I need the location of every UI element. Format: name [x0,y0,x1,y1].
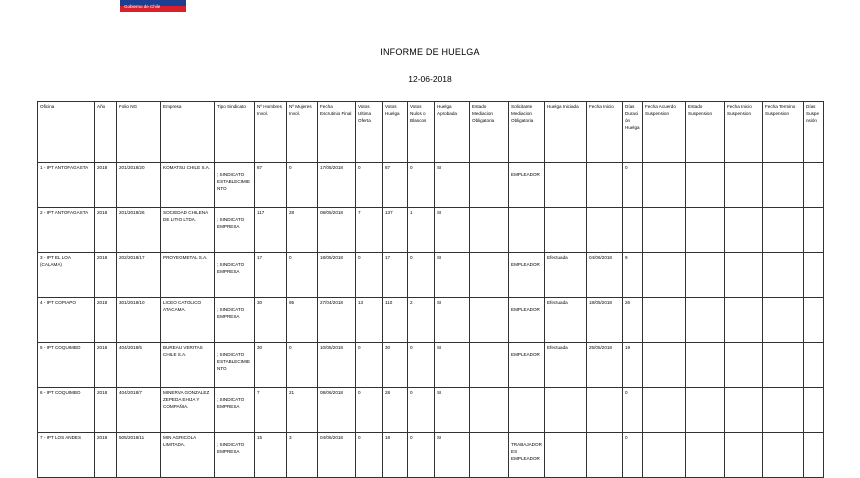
table-row [38,433,824,478]
cell-solicitante-mediacion [509,208,545,253]
cell-fecha-acuerdo-suspension [643,253,686,298]
header-oficina: Oficina [38,102,95,163]
header-huelga-aprobada: Huelga Aprobada [435,102,470,163]
cell-oficina: 3 - IPT EL LOA (CALAMA) [38,253,95,298]
cell-votos-huelga: 17 [383,253,408,298]
header-fecha-inicio-suspension: Fecha Inicio Suspension [725,102,763,163]
table-row [38,253,824,298]
cell-huelga-aprobada: SI [435,253,470,298]
cell-fecha-escrutinio: 08/05/2018 [318,208,356,253]
cell-fecha-termino-suspension [763,208,804,253]
cell-folio-ng: 201/2018/20 [117,163,161,208]
cell-mujeres: 3 [287,433,318,478]
cell-folio-ng: 404/2018/5 [117,343,161,388]
cell-votos-huelga: 18 [383,433,408,478]
cell-fecha-termino-suspension [763,298,804,343]
cell-fecha-termino-suspension [763,343,804,388]
cell-fecha-inicio: 18/05/2018 [587,298,623,343]
cell-folio-ng: 201/2018/26 [117,208,161,253]
cell-estado-suspension [686,343,725,388]
cell-dias-duracion: 26 [623,298,643,343]
header-estado-suspension: Estado Suspension [686,102,725,163]
cell-votos-huelga: 87 [383,163,408,208]
header-estado-mediacion: Estado Mediacion Obligatoria [470,102,509,163]
cell-huelga-iniciada [545,433,587,478]
strike-report-table [37,101,824,478]
cell-solicitante-mediacion [509,388,545,433]
cell-empresa: MIN AGRICOLA LIMITADA. [161,433,215,478]
cell-fecha-acuerdo-suspension [643,298,686,343]
cell-fecha-inicio-suspension [725,343,763,388]
cell-solicitante-mediacion: TRABAJADORES EMPLEADOR [509,433,545,478]
header-huelga-iniciada: Huelga Iniciada [545,102,587,163]
cell-empresa: KOMATSU CHILE S.A. [161,163,215,208]
cell-mujeres: 21 [287,388,318,433]
cell-huelga-iniciada: Efectuada [545,298,587,343]
cell-huelga-aprobada: SI [435,298,470,343]
cell-dias-suspension [804,253,824,298]
cell-fecha-inicio-suspension [725,298,763,343]
header-fecha-termino-suspension: Fecha Termino Suspension [763,102,804,163]
cell-votos-huelga: 137 [383,208,408,253]
cell-fecha-inicio [587,208,623,253]
cell-fecha-inicio: 04/06/2018 [587,253,623,298]
table-header-row [38,102,824,163]
cell-votos-ultima-oferta: 0 [356,433,383,478]
cell-dias-duracion [623,208,643,253]
cell-fecha-escrutinio: 27/04/2018 [318,298,356,343]
cell-tipo-sindicato: ; SINDICATO ESTABLECIMIENTO [215,163,255,208]
cell-votos-nulos: 0 [408,343,435,388]
table-row [38,163,824,208]
cell-hombres: 30 [255,343,287,388]
cell-estado-mediacion [470,208,509,253]
cell-votos-ultima-oferta: 7 [356,208,383,253]
report-date: 12-06-2018 [408,74,452,84]
cell-dias-suspension [804,163,824,208]
cell-fecha-inicio [587,433,623,478]
cell-votos-nulos: 0 [408,163,435,208]
cell-huelga-iniciada: Efectuada [545,253,587,298]
cell-anio: 2018 [95,298,117,343]
cell-votos-nulos: 0 [408,253,435,298]
cell-huelga-aprobada: SI [435,163,470,208]
cell-dias-duracion: 0 [623,433,643,478]
cell-anio: 2018 [95,208,117,253]
cell-votos-ultima-oferta: 0 [356,388,383,433]
cell-mujeres: 95 [287,298,318,343]
table-row [38,388,824,433]
header-hombres: Nº Hombres Invol. [255,102,287,163]
cell-folio-ng: 202/2018/17 [117,253,161,298]
cell-estado-mediacion [470,163,509,208]
cell-estado-suspension [686,253,725,298]
cell-mujeres: 0 [287,253,318,298]
cell-estado-mediacion [470,433,509,478]
cell-estado-suspension [686,298,725,343]
header-tipo-sindicato: Tipo Sindicato [215,102,255,163]
cell-mujeres: 0 [287,343,318,388]
cell-empresa: LICEO CATOLICO ATACAMA. [161,298,215,343]
header-votos-nulos: Votos Nulos o Blancos [408,102,435,163]
header-dias-suspension: Días Suspensión [804,102,824,163]
cell-dias-suspension [804,208,824,253]
cell-tipo-sindicato: ; SINDICATO EMPRESA [215,208,255,253]
cell-votos-ultima-oferta: 0 [356,253,383,298]
cell-anio: 2018 [95,163,117,208]
cell-votos-huelga: 110 [383,298,408,343]
table-row [38,208,824,253]
cell-huelga-aprobada: SI [435,388,470,433]
cell-votos-huelga: 28 [383,388,408,433]
cell-hombres: 117 [255,208,287,253]
cell-solicitante-mediacion: EMPLEADOR [509,253,545,298]
cell-anio: 2018 [95,388,117,433]
cell-fecha-inicio [587,388,623,433]
header-fecha-acuerdo-suspension: Fecha Acuerdo Suspension [643,102,686,163]
cell-fecha-escrutinio: 10/05/2018 [318,343,356,388]
cell-solicitante-mediacion: EMPLEADOR [509,298,545,343]
logo-text: Gobierno de Chile [124,4,161,9]
cell-folio-ng: 505/2018/11 [117,433,161,478]
header-votos-huelga: Votos Huelga [383,102,408,163]
cell-anio: 2018 [95,253,117,298]
header-fecha-escrutinio: Fecha Escrutinio Final [318,102,356,163]
cell-votos-ultima-oferta: 0 [356,343,383,388]
header-anio: Año [95,102,117,163]
cell-votos-nulos: 2 [408,298,435,343]
cell-fecha-inicio-suspension [725,208,763,253]
header-empresa: Empresa [161,102,215,163]
cell-estado-suspension [686,208,725,253]
cell-fecha-inicio: 25/05/2018 [587,343,623,388]
cell-dias-suspension [804,343,824,388]
cell-anio: 2018 [95,433,117,478]
cell-dias-duracion: 9 [623,253,643,298]
cell-votos-ultima-oferta: 13 [356,298,383,343]
cell-fecha-termino-suspension [763,433,804,478]
cell-hombres: 17 [255,253,287,298]
cell-fecha-escrutinio: 17/05/2018 [318,163,356,208]
cell-estado-suspension [686,433,725,478]
cell-fecha-inicio-suspension [725,253,763,298]
cell-fecha-termino-suspension [763,163,804,208]
cell-oficina: 7 - IPT LOS ANDES [38,433,95,478]
cell-fecha-termino-suspension [763,253,804,298]
cell-oficina: 5 - IPT COQUIMBO [38,343,95,388]
cell-fecha-escrutinio: 04/06/2018 [318,433,356,478]
cell-solicitante-mediacion: EMPLEADOR [509,343,545,388]
cell-estado-suspension [686,163,725,208]
table-row [38,343,824,388]
cell-fecha-inicio-suspension [725,388,763,433]
cell-dias-duracion: 19 [623,343,643,388]
cell-votos-nulos: 1 [408,208,435,253]
cell-hombres: 30 [255,298,287,343]
cell-huelga-iniciada [545,388,587,433]
cell-solicitante-mediacion: EMPLEADOR [509,163,545,208]
cell-huelga-aprobada: SI [435,208,470,253]
table-body [38,163,824,478]
cell-empresa: BUREAU VERITAS CHILE S.A. [161,343,215,388]
cell-oficina: 6 - IPT COQUIMBO [38,388,95,433]
cell-fecha-acuerdo-suspension [643,388,686,433]
cell-estado-mediacion [470,253,509,298]
cell-tipo-sindicato: ; SINDICATO EMPRESA [215,253,255,298]
header-dias-duracion: Días Duración Huelga [623,102,643,163]
cell-dias-suspension [804,388,824,433]
cell-estado-mediacion [470,388,509,433]
cell-tipo-sindicato: ; SINDICATO EMPRESA [215,298,255,343]
cell-estado-suspension [686,388,725,433]
cell-dias-suspension [804,298,824,343]
cell-mujeres: 0 [287,163,318,208]
cell-dias-suspension [804,433,824,478]
cell-votos-nulos: 0 [408,433,435,478]
cell-anio: 2018 [95,343,117,388]
header-fecha-inicio: Fecha Inicio [587,102,623,163]
cell-oficina: 1 - IPT ANTOFAGASTA [38,163,95,208]
cell-folio-ng: 301/2018/10 [117,298,161,343]
cell-empresa: SOCIEDAD CHILENA DE LITIO LTDA. [161,208,215,253]
table-row [38,298,824,343]
cell-fecha-inicio-suspension [725,163,763,208]
cell-huelga-aprobada: SI [435,343,470,388]
cell-hombres: 15 [255,433,287,478]
cell-fecha-escrutinio: 18/05/2018 [318,253,356,298]
cell-huelga-iniciada [545,208,587,253]
cell-estado-mediacion [470,298,509,343]
cell-empresa: MINERVA GONZALEZ ZEPEDA EHIJA Y COMPAÑIA. [161,388,215,433]
cell-mujeres: 28 [287,208,318,253]
cell-fecha-acuerdo-suspension [643,163,686,208]
header-votos-ultima-oferta: Votos Ultima Oferta [356,102,383,163]
cell-dias-duracion: 0 [623,163,643,208]
cell-votos-ultima-oferta: 0 [356,163,383,208]
cell-fecha-inicio-suspension [725,433,763,478]
cell-fecha-termino-suspension [763,388,804,433]
cell-folio-ng: 404/2018/7 [117,388,161,433]
cell-oficina: 4 - IPT COPIAPO [38,298,95,343]
cell-tipo-sindicato: ; SINDICATO EMPRESA [215,433,255,478]
cell-hombres: 7 [255,388,287,433]
cell-huelga-iniciada: Efectuada [545,343,587,388]
cell-oficina: 2 - IPT ANTOFAGASTA [38,208,95,253]
header-mujeres: Nº Mujeres Invol. [287,102,318,163]
header-folio-ng: Folio NG [117,102,161,163]
cell-fecha-acuerdo-suspension [643,433,686,478]
cell-hombres: 87 [255,163,287,208]
cell-tipo-sindicato: ; SINDICATO ESTABLECIMIENTO [215,343,255,388]
header-solicitante-mediacion: Solicitante Mediacion Obligatoria [509,102,545,163]
cell-estado-mediacion [470,343,509,388]
cell-dias-duracion: 0 [623,388,643,433]
gobierno-logo [120,0,186,12]
cell-huelga-aprobada: SI [435,433,470,478]
cell-fecha-escrutinio: 08/06/2018 [318,388,356,433]
cell-huelga-iniciada [545,163,587,208]
cell-votos-huelga: 30 [383,343,408,388]
cell-votos-nulos: 0 [408,388,435,433]
cell-fecha-acuerdo-suspension [643,343,686,388]
cell-tipo-sindicato: ; SINDICATO EMPRESA [215,388,255,433]
cell-fecha-acuerdo-suspension [643,208,686,253]
cell-empresa: PROYEGMETAL S.A. [161,253,215,298]
cell-fecha-inicio [587,163,623,208]
report-title: INFORME DE HUELGA [380,47,480,57]
